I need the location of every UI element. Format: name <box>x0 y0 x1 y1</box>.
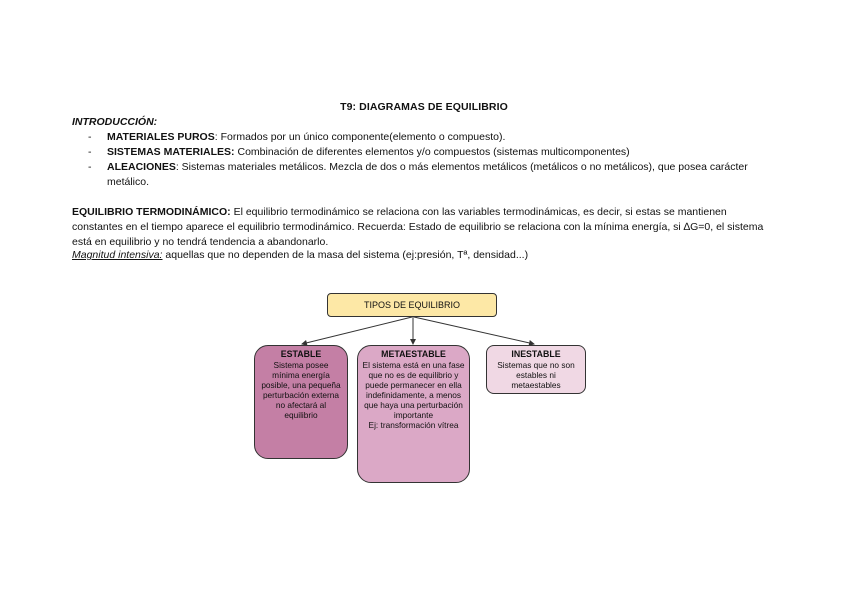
item-term: SISTEMAS MATERIALES: <box>107 146 235 158</box>
node-body: Sistemas que no son estables ni metaestables <box>497 360 575 390</box>
node-estable <box>254 345 348 459</box>
arrow-estable <box>302 317 412 344</box>
page-title: T9: DIAGRAMAS DE EQUILIBRIO <box>340 101 508 113</box>
item-term: MATERIALES PUROS <box>107 131 215 143</box>
diagram-root-node: TIPOS DE EQUILIBRIO <box>327 293 497 317</box>
item-text: : Formados por un único componente(elemento o compuesto). <box>214 131 506 143</box>
node-body: Sistema posee mínima energía posible, una pequeña perturbación externa no afectará al equilibrio <box>261 360 341 420</box>
equilibrio-term: EQUILIBRIO TERMODINÁMICO: <box>72 206 231 218</box>
equilibrio-text: El equilibrio termodinámico se relaciona con las variables termodinámicas, es decir, si estas se mantienen constantes en el tiempo aparece el equilibrio termodinámico. Recuerda: Estado de equilibrio se relaciona con la mínima energía, si ∆G=0, el sistema está en equilibrio y no tendrá tendencia a abandonarlo. <box>72 206 764 248</box>
magnitud-text: aquellas que no dependen de la masa del sistema (ej:presión, Tª, densidad...) <box>162 249 529 261</box>
node-metaestable <box>357 345 470 483</box>
magnitud-term: Magnitud intensiva: <box>72 249 163 261</box>
list-item: - SISTEMAS MATERIALES: Combinación de diferentes elementos y/o compuestos (sistemas multicomponentes) <box>88 146 630 158</box>
item-text: Combinación de diferentes elementos y/o compuestos (sistemas multicomponentes) <box>234 146 630 158</box>
node-title: METAESTABLE <box>381 349 446 359</box>
item-text: : Sistemas materiales metálicos. Mezcla de dos o más elementos metálicos (metálicos o no metálicos), que posea carácter metálico. <box>107 161 748 188</box>
node-body: El sistema está en una fase que no es de equilibrio y puede permanecer en ella indefinidamente, a menos que haya una perturbación importante <box>362 360 465 420</box>
list-item: - ALEACIONES: Sistemas materiales metálicos. Mezcla de dos o más elementos metálicos (metálicos o no metálicos), que posea carácter metálico. <box>88 161 748 188</box>
arrow-inestable <box>414 317 534 344</box>
node-inestable <box>486 345 586 394</box>
node-title: ESTABLE <box>280 349 322 359</box>
list-item: - MATERIALES PUROS: Formados por un único componente(elemento o compuesto). <box>88 131 506 143</box>
intro-heading: INTRODUCCIÓN: <box>72 116 158 128</box>
item-term: ALEACIONES <box>107 161 176 173</box>
node-example: Ej: transformación vítrea <box>368 420 459 430</box>
node-title: INESTABLE <box>511 349 561 359</box>
